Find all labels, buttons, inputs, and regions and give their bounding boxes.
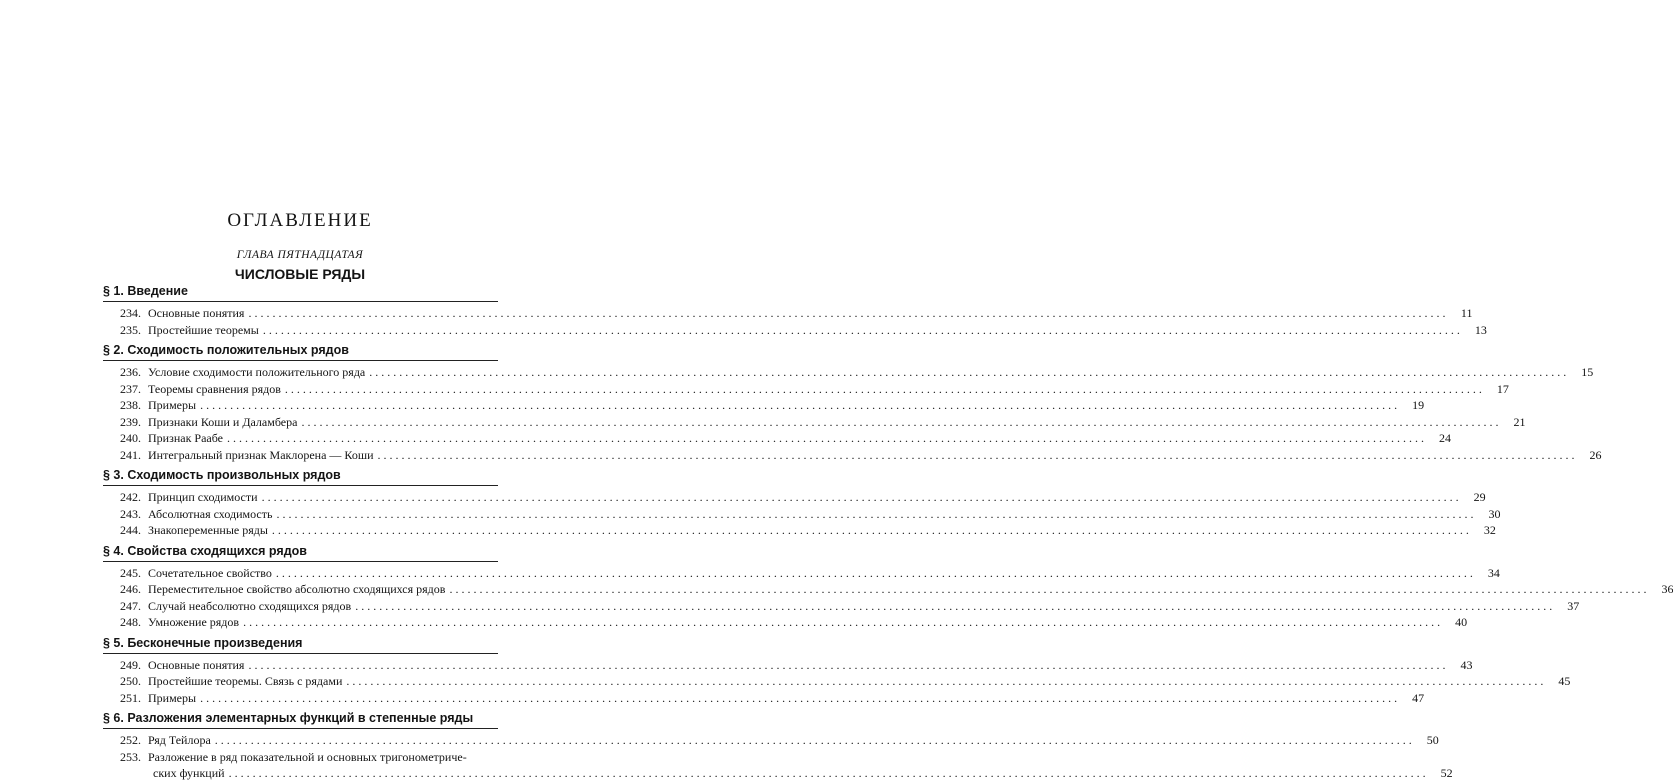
entry-page-number: 52 xyxy=(1440,766,1453,780)
entry-number: 239. xyxy=(120,414,141,429)
entry-title: Абсолютная сходимость xyxy=(148,506,273,521)
entry-number: 247. xyxy=(120,598,141,613)
entry-number: 237. xyxy=(120,381,141,396)
entry-page-number: 21 xyxy=(1513,414,1526,429)
entry-number: 252. xyxy=(120,733,141,747)
entry-title: Принцип сходимости xyxy=(148,490,258,504)
dot-leader: ........................................................................................................................................................................................................ xyxy=(248,306,1449,320)
toc-entry[interactable] xyxy=(103,749,498,766)
entry-title: Простейшие теоремы. Связь с рядами xyxy=(148,674,343,688)
dot-leader: ........................................................................................................................................................................................................ xyxy=(261,490,1462,504)
entry-number: 241. xyxy=(120,447,141,462)
section-rule xyxy=(103,301,498,302)
entry-page-number: 17 xyxy=(1496,381,1509,396)
dot-leader: ........................................................................................................................................................................................................ xyxy=(200,398,1401,412)
entry-page-number: 45 xyxy=(1558,674,1571,688)
dot-leader: ........................................................................................................................................................................................................ xyxy=(377,447,1578,462)
toc-entry[interactable] xyxy=(103,614,1468,631)
dot-leader: ........................................................................................................................................................................................................ xyxy=(227,431,1428,445)
entry-title: Признак Раабе xyxy=(148,431,224,445)
section-heading[interactable]: § 4. Свойства сходящихся рядов xyxy=(103,543,307,558)
dot-leader: ........................................................................................................................................................................................................ xyxy=(248,657,1449,672)
toc-entry[interactable] xyxy=(103,322,1487,339)
section-heading[interactable]: § 1. Введение xyxy=(103,284,188,298)
entry-title: Случай неабсолютно сходящихся рядов xyxy=(148,598,352,613)
entry-number: 248. xyxy=(120,615,141,629)
toc-entry[interactable] xyxy=(103,690,1425,707)
toc-entry[interactable] xyxy=(103,522,1496,539)
dot-leader: ........................................................................................................................................................................................................ xyxy=(276,506,1477,521)
entry-number: 249. xyxy=(120,657,141,672)
entry-number: 244. xyxy=(120,523,141,537)
toc-entry[interactable] xyxy=(103,673,1571,690)
section-rule xyxy=(103,561,498,562)
entry-number: 246. xyxy=(120,582,141,596)
entry-number: 242. xyxy=(120,490,141,504)
toc-entry[interactable] xyxy=(103,657,1473,674)
entry-number: 236. xyxy=(120,365,141,379)
table-of-contents xyxy=(103,281,1673,782)
entry-page-number: 19 xyxy=(1412,398,1425,412)
entry-title: Разложение в ряд показательной и основных тригонометриче- xyxy=(148,749,467,764)
toc-entry[interactable] xyxy=(103,305,1473,322)
entry-title: Признаки Коши и Даламбера xyxy=(148,414,298,429)
toc-entry[interactable] xyxy=(103,414,1526,431)
entry-number: 235. xyxy=(120,322,141,337)
dot-leader: ........................................................................................................................................................................................................ xyxy=(275,565,1476,580)
chapter-label: ГЛАВА ПЯТНАДЦАТАЯ xyxy=(236,249,364,261)
entry-title: Основные понятия xyxy=(148,657,245,672)
toc-entry[interactable] xyxy=(103,364,1594,381)
entry-page-number: 30 xyxy=(1488,506,1501,521)
entry-title: Знакопеременные ряды xyxy=(148,523,268,537)
entry-title: ских функций xyxy=(153,766,225,780)
toc-entry[interactable] xyxy=(103,506,1501,523)
entry-page-number: 50 xyxy=(1426,733,1439,747)
entry-title: Примеры xyxy=(148,690,197,705)
entry-page-number: 29 xyxy=(1473,490,1486,504)
toc-entry[interactable] xyxy=(103,565,1500,582)
chapter-title: ЧИСЛОВЫЕ РЯДЫ xyxy=(234,266,366,282)
entry-number: 238. xyxy=(120,398,141,412)
entry-page-number: 47 xyxy=(1412,690,1425,705)
entry-page-number: 24 xyxy=(1439,431,1452,445)
dot-leader: ........................................................................................................................................................................................................ xyxy=(346,674,1547,688)
entry-title: Ряд Тейлора xyxy=(148,733,211,747)
entry-number: 234. xyxy=(120,306,141,320)
dot-leader: ........................................................................................................................................................................................................ xyxy=(301,414,1502,429)
toc-entry[interactable] xyxy=(103,447,1602,464)
section-heading[interactable]: § 5. Бесконечные произведения xyxy=(103,635,303,650)
entry-page-number: 43 xyxy=(1460,657,1473,672)
toc-entry[interactable] xyxy=(103,397,1425,414)
entry-number: 240. xyxy=(120,431,141,445)
toc-entry[interactable] xyxy=(103,381,1509,398)
dot-leader: ........................................................................................................................................................................................................ xyxy=(355,598,1556,613)
entry-title: Основные понятия xyxy=(148,306,245,320)
toc-entry[interactable] xyxy=(103,598,1580,615)
entry-title: Теоремы сравнения рядов xyxy=(148,381,281,396)
dot-leader: ........................................................................................................................................................................................................ xyxy=(200,690,1401,705)
dot-leader: ........................................................................................................................................................................................................ xyxy=(228,766,1429,780)
section-heading[interactable]: § 2. Сходимость положительных рядов xyxy=(103,343,349,357)
entry-page-number: 32 xyxy=(1483,523,1496,537)
entry-number: 250. xyxy=(120,674,141,688)
entry-page-number: 40 xyxy=(1455,615,1468,629)
entry-title: Сочетательное свойство xyxy=(148,565,272,580)
entry-number: 245. xyxy=(120,565,141,580)
toc-entry-continuation[interactable] xyxy=(103,765,1453,782)
entry-page-number: 36 xyxy=(1661,582,1673,596)
toc-entry[interactable] xyxy=(103,581,1673,598)
entry-page-number: 26 xyxy=(1589,447,1602,462)
section-rule xyxy=(103,728,498,729)
section-rule xyxy=(103,485,498,486)
section-heading[interactable]: § 3. Сходимость произвольных рядов xyxy=(103,468,341,482)
entry-page-number: 13 xyxy=(1474,322,1487,337)
dot-leader: ........................................................................................................................................................................................................ xyxy=(369,365,1570,379)
section-heading[interactable]: § 6. Разложения элементарных функций в степенные ряды xyxy=(103,711,474,725)
entry-title: Примеры xyxy=(148,398,197,412)
toc-entry[interactable] xyxy=(103,489,1486,506)
dot-leader: ........................................................................................................................................................................................................ xyxy=(271,523,1472,537)
entry-page-number: 37 xyxy=(1567,598,1580,613)
entry-title: Переместительное свойство абсолютно сходящихся рядов xyxy=(148,582,446,596)
dot-leader: ........................................................................................................................................................................................................ xyxy=(449,582,1650,596)
entry-number: 243. xyxy=(120,506,141,521)
dot-leader: ........................................................................................................................................................................................................ xyxy=(214,733,1415,747)
entry-title: Простейшие теоремы xyxy=(148,322,259,337)
section-rule xyxy=(103,360,498,361)
entry-number: 253. xyxy=(120,749,141,764)
section-rule xyxy=(103,653,498,654)
entry-page-number: 34 xyxy=(1487,565,1500,580)
dot-leader: ........................................................................................................................................................................................................ xyxy=(243,615,1444,629)
entry-number: 251. xyxy=(120,690,141,705)
page-title: ОГЛАВЛЕНИЕ xyxy=(227,210,373,231)
dot-leader: ........................................................................................................................................................................................................ xyxy=(262,322,1463,337)
entry-title: Умножение рядов xyxy=(148,615,240,629)
entry-page-number: 15 xyxy=(1581,365,1594,379)
toc-entry[interactable] xyxy=(103,430,1452,447)
entry-title: Условие сходимости положительного ряда xyxy=(148,365,366,379)
dot-leader: ........................................................................................................................................................................................................ xyxy=(284,381,1485,396)
entry-title: Интегральный признак Маклорена — Коши xyxy=(148,447,374,462)
toc-entry[interactable] xyxy=(103,732,1439,749)
entry-page-number: 11 xyxy=(1460,306,1473,320)
